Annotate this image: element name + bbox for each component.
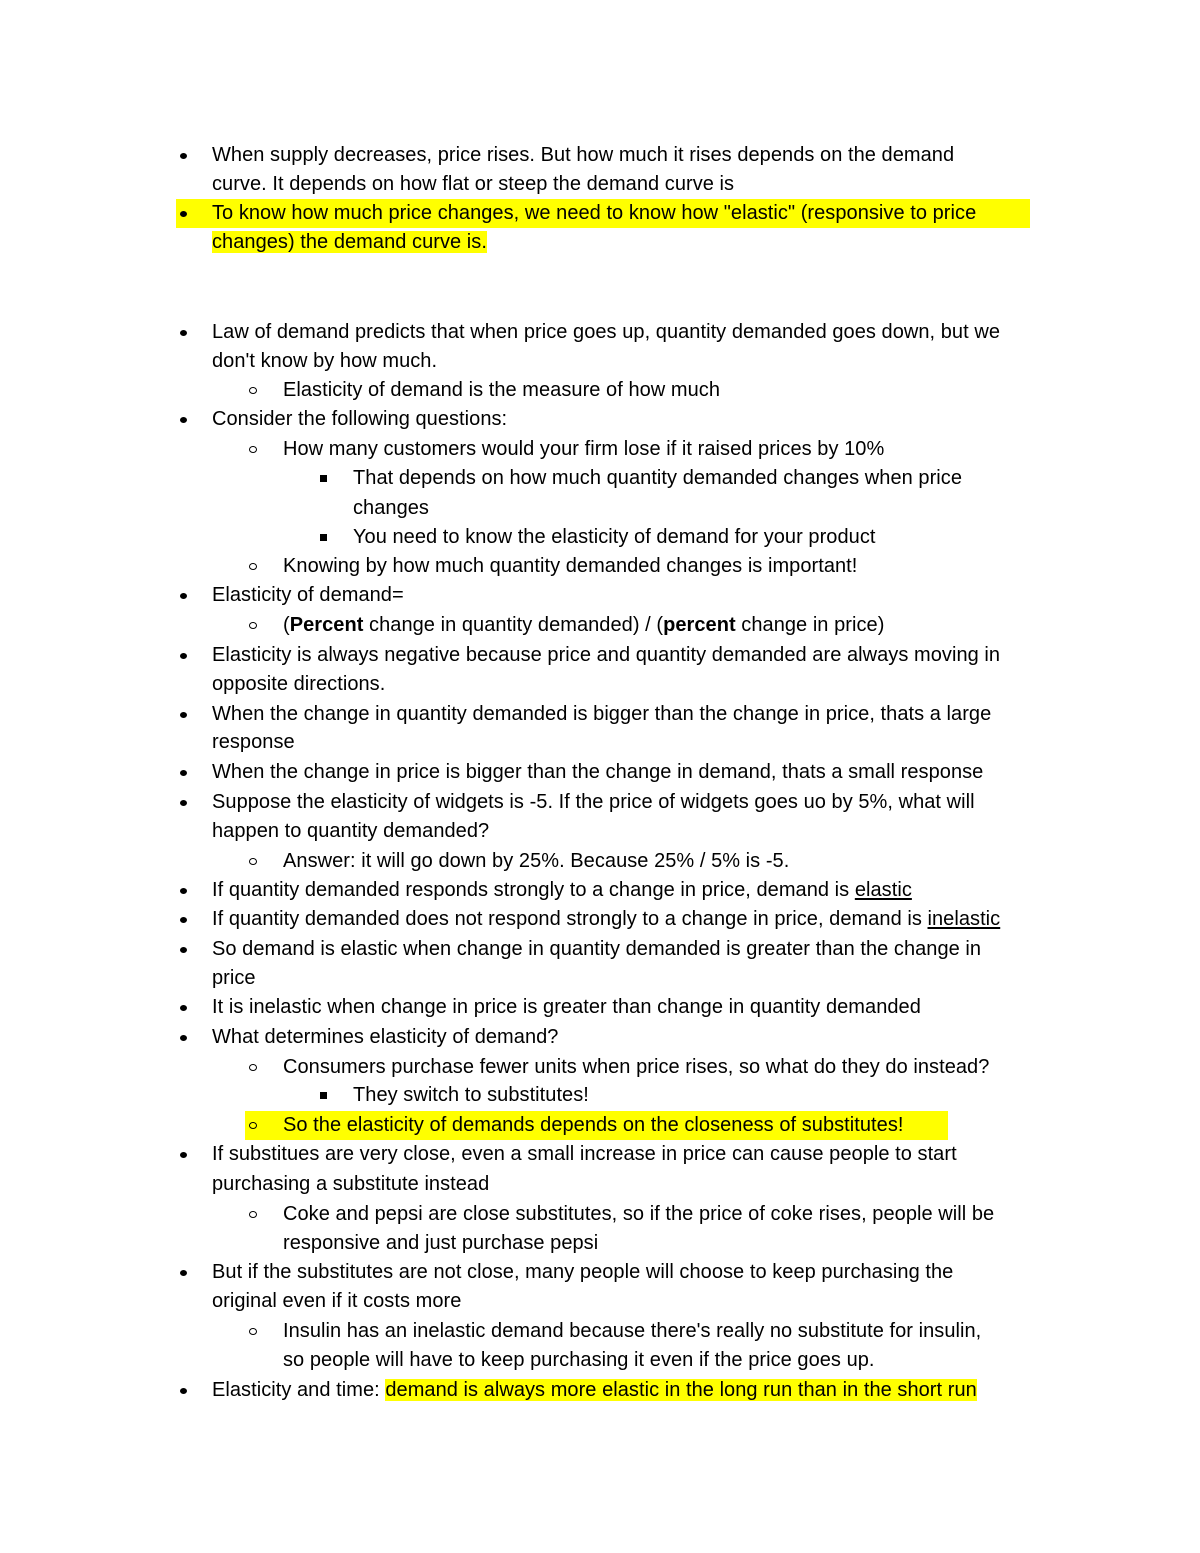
list-line	[0, 552, 1200, 581]
bold-text-run: percent	[663, 614, 736, 636]
line-text	[212, 670, 385, 699]
line-text	[283, 1200, 994, 1229]
filled-square-bullet-icon	[320, 1092, 327, 1099]
list-line	[0, 464, 1200, 493]
text-run: Consider the following questions:	[212, 408, 508, 430]
filled-circle-bullet-icon	[180, 653, 187, 659]
line-text	[212, 728, 295, 757]
line-text	[212, 993, 921, 1022]
line-text	[212, 170, 734, 199]
list-line-continuation	[0, 1287, 1200, 1316]
hollow-circle-bullet-icon	[249, 1211, 257, 1218]
list-line	[0, 611, 1200, 640]
list-line	[0, 405, 1200, 434]
hollow-circle-bullet-icon	[249, 1064, 257, 1071]
line-text	[212, 347, 437, 376]
list-line	[0, 1376, 1200, 1405]
line-text	[212, 817, 489, 846]
filled-circle-bullet-icon	[180, 330, 187, 336]
list-line	[0, 1258, 1200, 1287]
line-text	[212, 1376, 977, 1405]
filled-circle-bullet-icon	[180, 1035, 187, 1041]
list-line	[0, 318, 1200, 347]
list-line	[0, 758, 1200, 787]
list-line-continuation	[0, 228, 1200, 257]
bold-text-run: Percent	[289, 614, 364, 636]
list-line-continuation	[0, 728, 1200, 757]
line-text	[212, 876, 912, 905]
list-line	[0, 581, 1200, 610]
list-line	[0, 700, 1200, 729]
text-run: Consumers purchase fewer units when price rises, so what do they do instead?	[283, 1056, 990, 1078]
text-run: Answer: it will go down by 25%. Because 25% / 5% is -5.	[283, 850, 790, 872]
filled-square-bullet-icon	[320, 534, 327, 541]
text-run: Knowing by how much quantity demanded changes is important!	[283, 555, 858, 577]
underlined-term: elastic	[854, 879, 912, 901]
text-run: It is inelastic when change in price is greater than change in quantity demanded	[212, 996, 921, 1018]
filled-circle-bullet-icon	[180, 417, 187, 423]
list-line	[0, 1140, 1200, 1169]
line-text	[283, 376, 720, 405]
text-run: change in quantity demanded) / (	[363, 614, 664, 636]
list-line-continuation	[0, 964, 1200, 993]
text-run: responsive and just purchase pepsi	[283, 1232, 599, 1254]
text-run: If substitues are very close, even a small increase in price can cause people to start	[212, 1143, 957, 1165]
hollow-circle-bullet-icon	[249, 1122, 257, 1129]
filled-circle-bullet-icon	[180, 712, 187, 718]
text-run: So demand is elastic when change in quantity demanded is greater than the change in	[212, 938, 982, 960]
line-text	[283, 1346, 875, 1375]
list-line	[0, 905, 1200, 934]
list-line	[0, 993, 1200, 1022]
line-text	[212, 581, 404, 610]
filled-circle-bullet-icon	[180, 1152, 187, 1158]
line-text	[212, 141, 954, 170]
line-text	[353, 523, 875, 552]
filled-circle-bullet-icon	[180, 1388, 187, 1394]
list-line-continuation	[0, 494, 1200, 523]
filled-circle-bullet-icon	[180, 947, 187, 953]
list-line-continuation	[0, 1170, 1200, 1199]
text-run: Elasticity of demand=	[212, 584, 404, 606]
text-run: When the change in quantity demanded is bigger than the change in price, thats a large	[212, 703, 992, 725]
text-run: Elasticity is always negative because price and quantity demanded are always moving in	[212, 644, 1001, 666]
text-run: That depends on how much quantity demanded changes when price	[353, 467, 963, 489]
line-text	[212, 1023, 558, 1052]
text-run: Law of demand predicts that when price goes up, quantity demanded goes down, but we	[212, 321, 1000, 343]
list-line-continuation	[0, 1346, 1200, 1375]
line-text	[212, 318, 1000, 347]
text-run: Insulin has an inelastic demand because there's really no substitute for insulin,	[283, 1320, 982, 1342]
underlined-term: inelastic	[927, 908, 1001, 930]
hollow-circle-bullet-icon	[249, 387, 257, 394]
list-line	[0, 847, 1200, 876]
line-text	[212, 905, 1000, 934]
text-run: What determines elasticity of demand?	[212, 1026, 559, 1048]
text-run: change in price)	[735, 614, 885, 636]
filled-circle-bullet-icon	[180, 888, 187, 894]
line-text	[212, 1170, 489, 1199]
list-line-highlighted	[0, 199, 1200, 228]
text-run: don't know by how much.	[212, 350, 438, 372]
highlighted-text-run: demand is always more elastic in the long run than in the short run	[385, 1379, 977, 1401]
line-text	[212, 700, 991, 729]
line-text	[212, 758, 983, 787]
text-run: opposite directions.	[212, 673, 386, 695]
list-line	[0, 1023, 1200, 1052]
list-line	[0, 523, 1200, 552]
hollow-circle-bullet-icon	[249, 1328, 257, 1335]
filled-circle-bullet-icon	[180, 153, 187, 159]
filled-circle-bullet-icon	[180, 770, 187, 776]
text-run: response	[212, 731, 295, 753]
text-run: To know how much price changes, we need to know how "elastic" (responsive to price	[212, 202, 977, 224]
hollow-circle-bullet-icon	[249, 446, 257, 453]
list-line-continuation	[0, 347, 1200, 376]
list-line-continuation	[0, 670, 1200, 699]
line-text	[283, 1053, 989, 1082]
line-text	[212, 964, 256, 993]
text-run: Elasticity of demand is the measure of how much	[283, 379, 720, 401]
line-text	[353, 494, 429, 523]
list-line	[0, 1053, 1200, 1082]
line-text	[353, 1081, 589, 1110]
text-run: purchasing a substitute instead	[212, 1173, 490, 1195]
list-line	[0, 435, 1200, 464]
list-line	[0, 1200, 1200, 1229]
highlighted-text-run: changes) the demand curve is.	[212, 231, 487, 253]
line-text	[212, 1287, 461, 1316]
text-run: changes	[353, 497, 429, 519]
line-text	[212, 935, 981, 964]
text-run: (	[283, 614, 290, 636]
text-run: How many customers would your firm lose if it raised prices by 10%	[283, 438, 885, 460]
filled-circle-bullet-icon	[180, 1005, 187, 1011]
text-run: If quantity demanded does not respond strongly to a change in price, demand is	[212, 908, 928, 930]
filled-square-bullet-icon	[320, 475, 327, 482]
line-text	[283, 1317, 981, 1346]
list-line	[0, 376, 1200, 405]
list-line	[0, 641, 1200, 670]
list-line	[0, 1081, 1200, 1110]
filled-circle-bullet-icon	[180, 211, 187, 217]
text-run: But if the substitutes are not close, many people will choose to keep purchasing the	[212, 1261, 954, 1283]
text-run: Elasticity and time:	[212, 1379, 386, 1401]
text-run: So the elasticity of demands depends on the closeness of substitutes!	[283, 1114, 904, 1136]
line-text	[283, 1111, 904, 1140]
hollow-circle-bullet-icon	[249, 563, 257, 570]
text-run: When supply decreases, price rises. But how much it rises depends on the demand	[212, 144, 955, 166]
text-run: original even if it costs more	[212, 1290, 462, 1312]
filled-circle-bullet-icon	[180, 1270, 187, 1276]
list-line	[0, 876, 1200, 905]
line-text	[283, 847, 789, 876]
line-text	[212, 228, 487, 257]
line-text	[212, 199, 976, 228]
list-line	[0, 141, 1200, 170]
line-text	[212, 405, 507, 434]
line-text	[212, 1258, 953, 1287]
text-run: When the change in price is bigger than the change in demand, thats a small response	[212, 761, 984, 783]
line-text	[212, 641, 1000, 670]
text-run: happen to quantity demanded?	[212, 820, 490, 842]
text-run: so people will have to keep purchasing it even if the price goes up.	[283, 1349, 875, 1371]
text-run: Suppose the elasticity of widgets is -5. If the price of widgets goes uo by 5%, what will	[212, 791, 975, 813]
filled-circle-bullet-icon	[180, 800, 187, 806]
line-text	[283, 552, 857, 581]
line-text	[212, 788, 975, 817]
filled-circle-bullet-icon	[180, 917, 187, 923]
text-run: curve. It depends on how flat or steep the demand curve is	[212, 173, 735, 195]
list-line	[0, 1317, 1200, 1346]
filled-circle-bullet-icon	[180, 593, 187, 599]
line-text	[353, 464, 962, 493]
line-text	[212, 1140, 957, 1169]
text-run: price	[212, 967, 256, 989]
text-run: You need to know the elasticity of demand for your product	[353, 526, 876, 548]
list-line-continuation	[0, 1229, 1200, 1258]
text-run: They switch to substitutes!	[353, 1084, 589, 1106]
text-run: If quantity demanded responds strongly to a change in price, demand is	[212, 879, 855, 901]
line-text	[283, 1229, 598, 1258]
list-line	[0, 788, 1200, 817]
line-text	[283, 435, 884, 464]
hollow-circle-bullet-icon	[249, 622, 257, 629]
list-line-continuation	[0, 817, 1200, 846]
list-line	[0, 935, 1200, 964]
list-line-continuation	[0, 170, 1200, 199]
line-text	[283, 611, 884, 640]
text-run: Coke and pepsi are close substitutes, so if the price of coke rises, people will be	[283, 1203, 995, 1225]
list-line-highlighted	[0, 1111, 1200, 1140]
hollow-circle-bullet-icon	[249, 858, 257, 865]
